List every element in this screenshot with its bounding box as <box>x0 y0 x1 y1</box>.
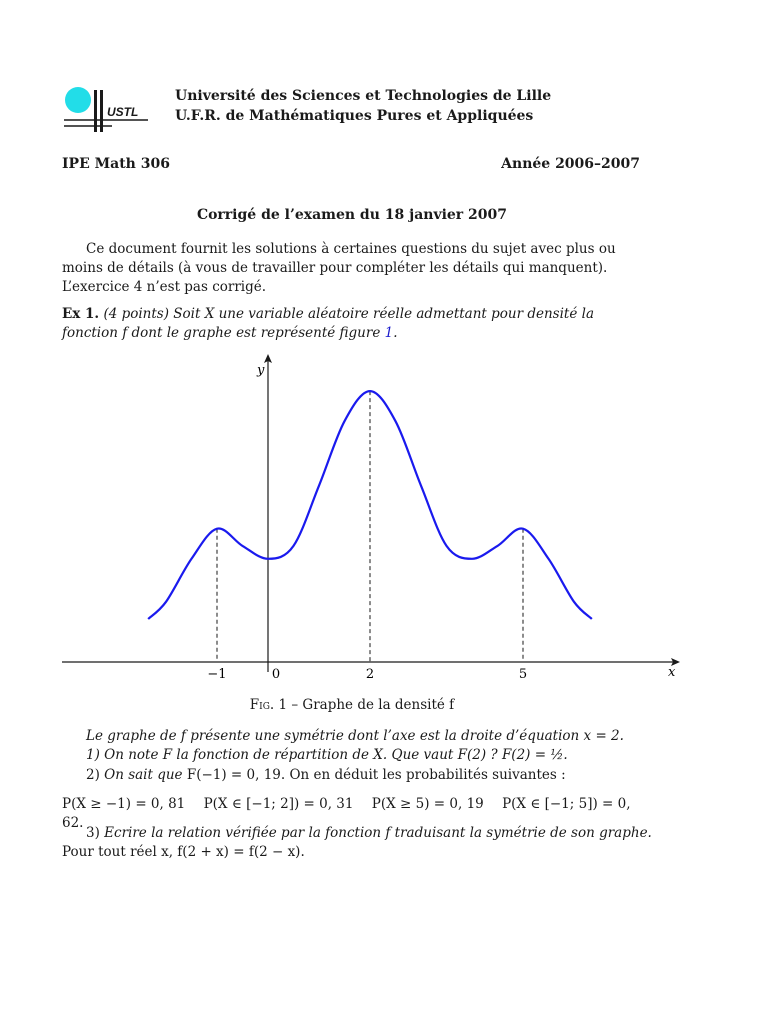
academic-year: Année 2006–2007 <box>501 156 640 172</box>
exercise-statement <box>62 305 642 343</box>
question-3 <box>62 824 662 843</box>
logo-circle <box>65 87 91 113</box>
probability-item: P(X ∈ [−1; 2]) = 0, 31 <box>203 796 354 812</box>
question-2-number: 2) <box>86 767 105 783</box>
ufr-name: U.F.R. de Mathématiques Pures et Appliquées <box>175 108 534 124</box>
exercise-label: Ex 1. <box>62 306 100 322</box>
question-2 <box>62 766 662 785</box>
x-tick-label: 0 <box>271 667 281 682</box>
figure-ref-link[interactable]: 1 <box>384 325 394 341</box>
logo-text: USTL <box>107 105 139 119</box>
question-2-text: F(−1) = 0, 19. On en déduit les probabilités suivantes : <box>182 767 566 783</box>
probability-item: P(X ≥ −1) = 0, 81 <box>62 796 186 812</box>
probability-item: P(X ≥ 5) = 0, 19 <box>371 796 484 812</box>
x-tick-label: 5 <box>518 667 528 682</box>
institution-header <box>175 86 551 126</box>
symmetry-remark: Le graphe de f présente une symétrie dont l’axe est la droite d’équation x = 2. <box>86 728 624 744</box>
university-name: Université des Sciences et Technologies de Lille <box>175 88 552 104</box>
figure-caption <box>0 697 704 713</box>
figure-caption-prefix: Fig. 1 – <box>249 697 303 713</box>
density-graph <box>0 350 768 690</box>
question-1: 1) On note F la fonction de répartition de X. Que vaut F(2) ? F(2) = ½. <box>86 747 568 763</box>
question-3-number: 3) <box>86 825 105 841</box>
x-tick-labels <box>207 667 527 682</box>
question-3-answer: Pour tout réel x, f(2 + x) = f(2 − x). <box>62 844 305 860</box>
x-tick-label: 2 <box>365 667 375 682</box>
document-title: Corrigé de l’examen du 18 janvier 2007 <box>196 207 508 223</box>
course-name: IPE Math 306 <box>62 156 170 172</box>
exercise-text: (4 points) Soit X une variable aléatoire réelle admettant pour densité la fonction f dont le graphe est représenté figure <box>62 306 594 341</box>
exercise-end: . <box>393 325 398 341</box>
y-axis-label: y <box>257 363 265 378</box>
x-tick-label: −1 <box>207 667 227 682</box>
figure-caption-text: Graphe de la densité f <box>302 697 455 713</box>
probability-item: P(X ∈ [−1; 5]) = 0, 62. <box>62 796 631 831</box>
axes <box>62 354 680 680</box>
x-axis-label: x <box>668 665 676 680</box>
ustl-logo <box>62 86 154 134</box>
intro-paragraph: Ce document fournit les solutions à certaines questions du sujet avec plus ou moins de détails (à vous de travailler pour compléter les détails qui manquent). L’exercice 4 n’est pas corrigé. <box>62 241 616 295</box>
question-3-text: Ecrire la relation vérifiée par la fonction f traduisant la symétrie de son graphe. <box>104 825 652 841</box>
question-2-intro: On sait que <box>104 767 183 783</box>
dashed-guides <box>217 391 523 662</box>
